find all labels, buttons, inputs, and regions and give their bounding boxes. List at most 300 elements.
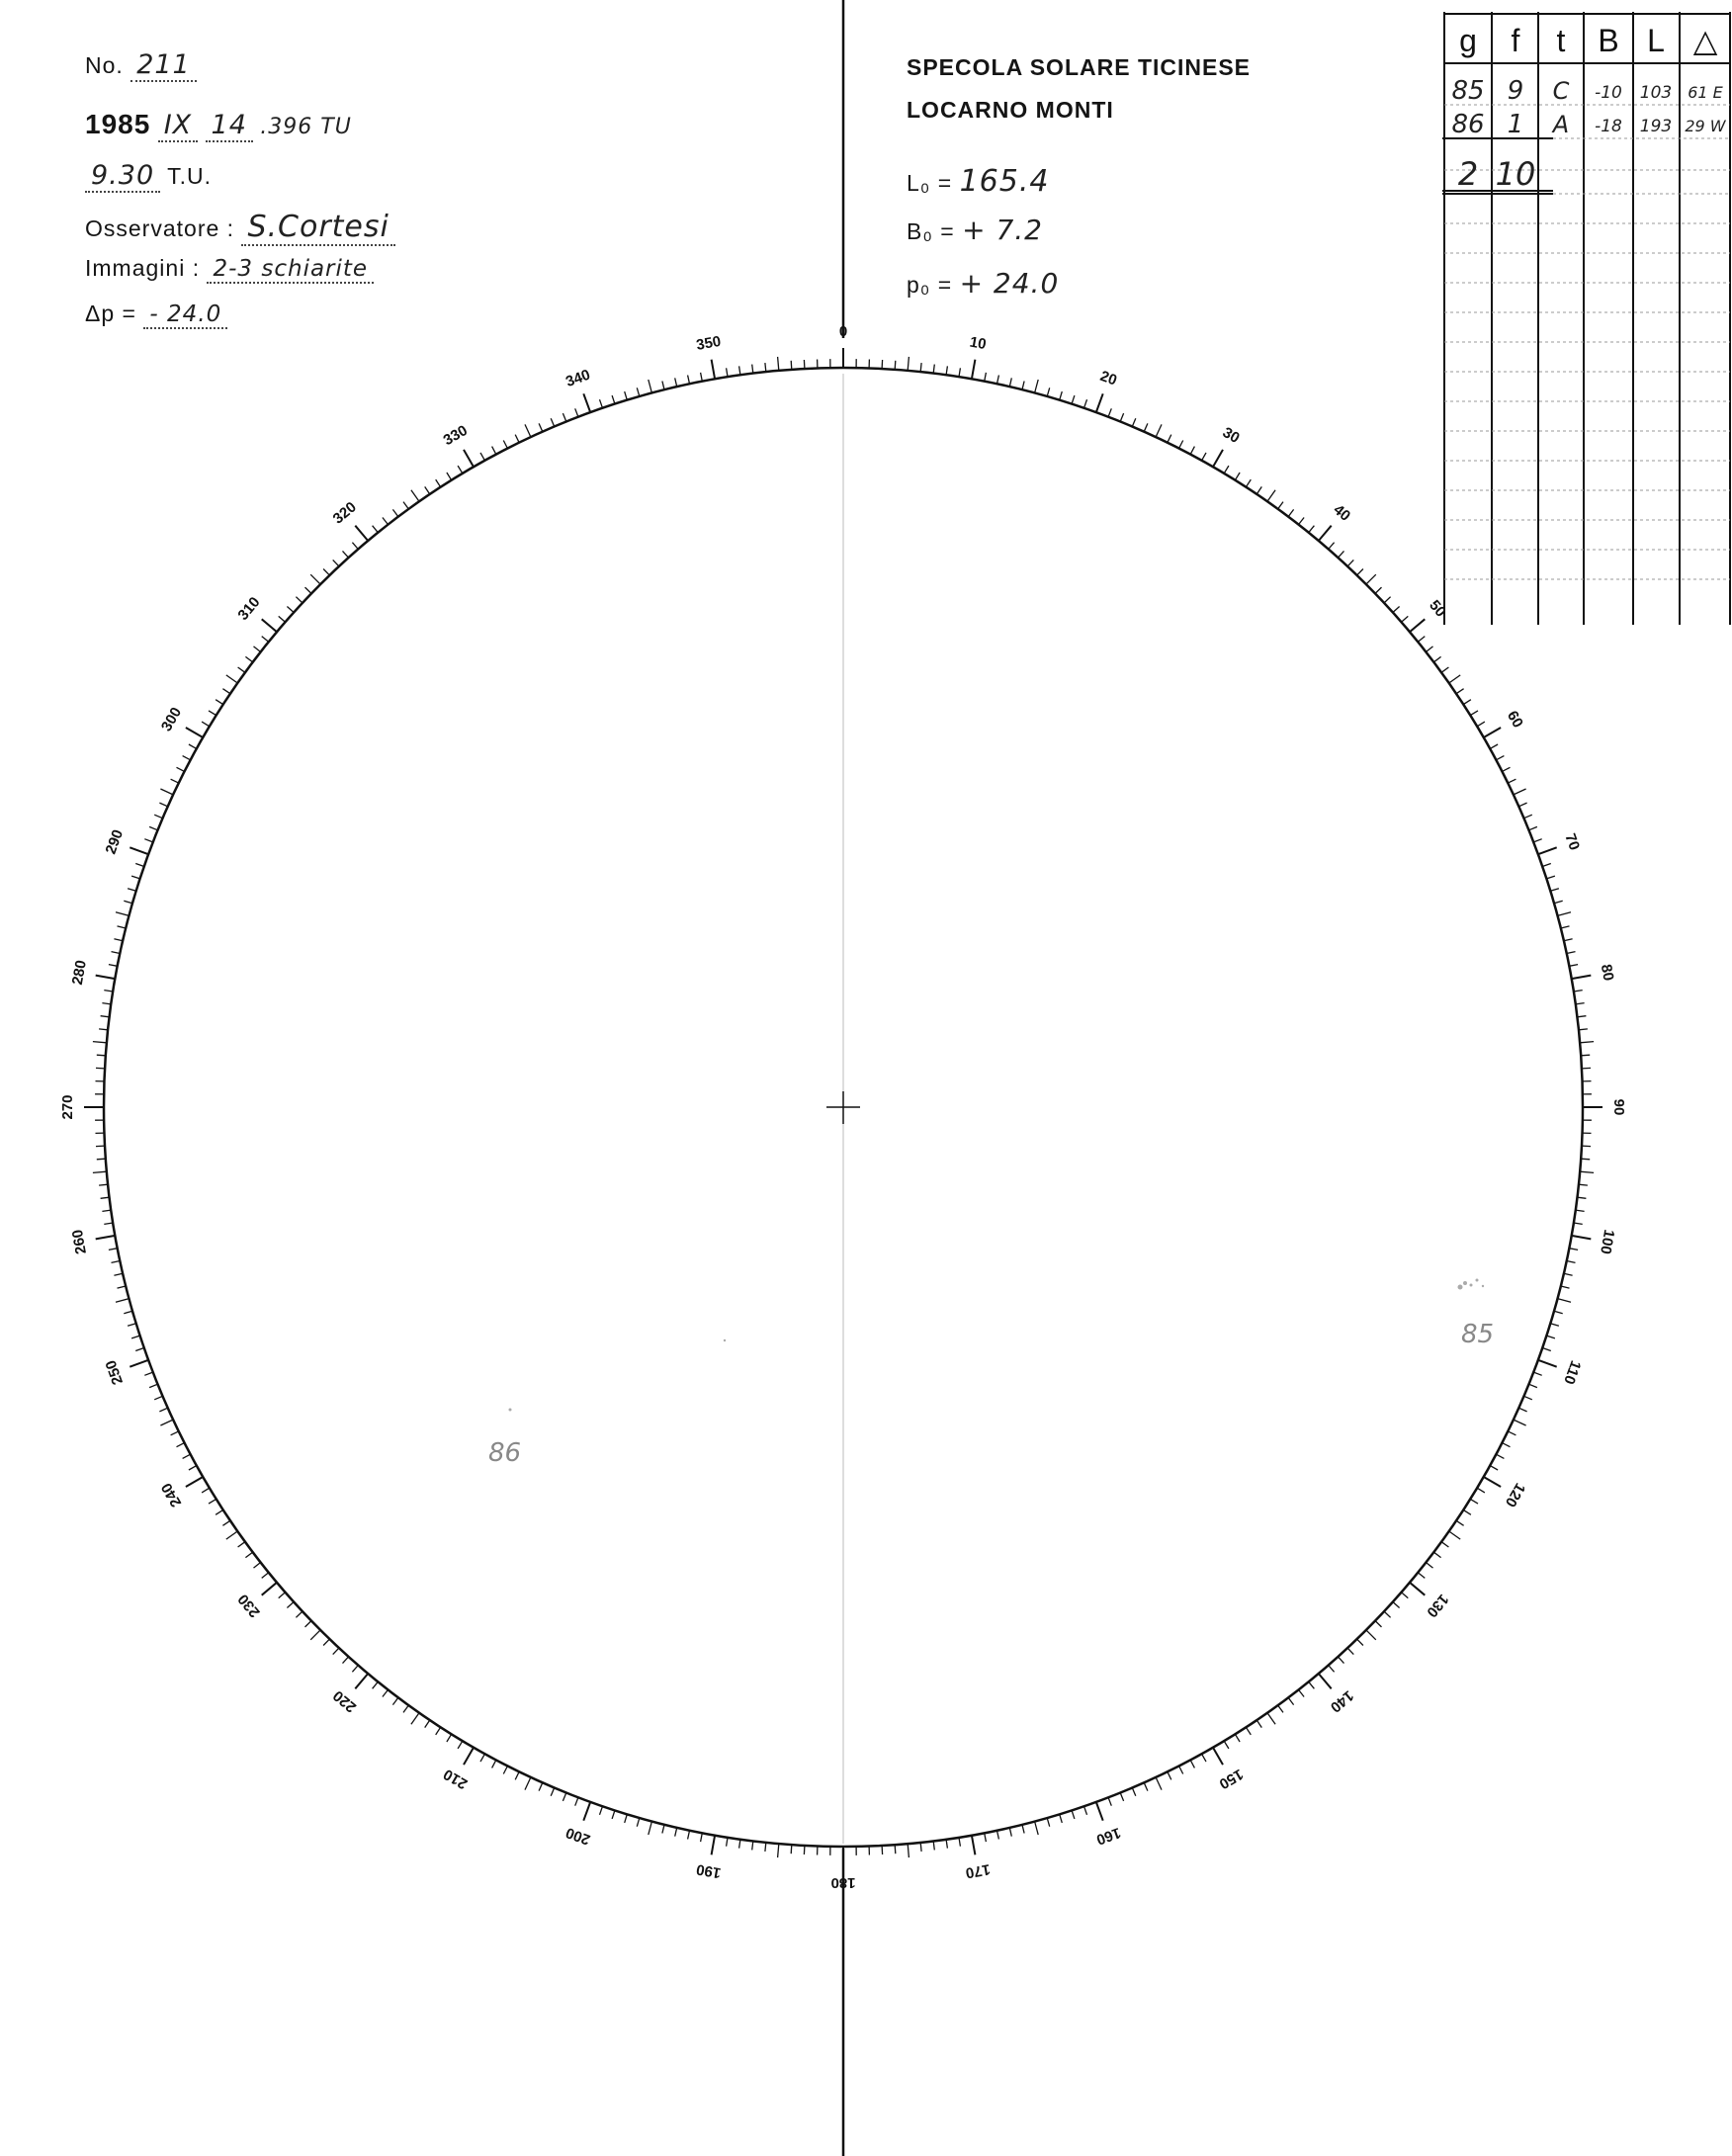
tick-107 (1550, 1324, 1559, 1327)
tick-258 (112, 1261, 121, 1263)
tick-177 (882, 1846, 883, 1854)
tick-149 (1224, 1741, 1229, 1749)
tick-109 (1542, 1348, 1551, 1351)
row2-t: A (1552, 111, 1570, 138)
observer-value: S.Cortesi (241, 210, 394, 246)
tick-155 (1156, 1777, 1162, 1790)
L0-label: L₀ = (907, 170, 953, 196)
tick-236 (222, 1520, 230, 1525)
tick-36 (1278, 502, 1283, 509)
tick-37 (1288, 509, 1293, 516)
tick-123 (1463, 1509, 1471, 1514)
table-header-g: g (1459, 23, 1477, 58)
tick-264 (99, 1184, 108, 1185)
tick-300 (186, 728, 203, 737)
tick-216 (403, 1705, 408, 1712)
tick-86 (1581, 1055, 1590, 1056)
tick-162 (1072, 1810, 1075, 1819)
tick-189 (727, 1838, 728, 1847)
tick-318 (343, 551, 349, 558)
row2-delta: 29 W (1685, 117, 1726, 135)
tick-350 (712, 360, 716, 380)
tick-61 (1490, 744, 1498, 748)
tick-328 (447, 473, 452, 480)
tick-217 (392, 1697, 397, 1704)
tick-230 (262, 1583, 277, 1595)
tick-336 (539, 423, 543, 431)
tick-78 (1567, 952, 1576, 954)
tick-249 (144, 1372, 152, 1375)
tick-231 (262, 1573, 269, 1579)
tick-310 (262, 619, 277, 632)
tick-276 (99, 1029, 108, 1030)
tick-355 (778, 357, 779, 371)
tick-213 (436, 1727, 441, 1735)
tick-215 (411, 1713, 419, 1725)
tick-95 (1580, 1171, 1594, 1172)
row1-g: 85 (1451, 76, 1485, 106)
tick-214 (425, 1720, 430, 1728)
tick-347 (675, 378, 677, 387)
degree-label-140: 140 (1327, 1686, 1357, 1716)
tick-31 (1224, 466, 1229, 474)
center-cross (826, 1091, 860, 1124)
tick-266 (97, 1159, 106, 1160)
tick-315 (310, 574, 320, 584)
tick-47 (1384, 597, 1391, 603)
tick-183 (804, 1846, 805, 1854)
delta-p-label: Δp = (85, 301, 136, 326)
tick-210 (464, 1748, 474, 1765)
degree-label-0: 0 (838, 322, 848, 340)
tick-195 (649, 1822, 652, 1836)
tick-139 (1329, 1666, 1335, 1673)
degree-label-100: 100 (1597, 1228, 1618, 1255)
tick-27 (1179, 441, 1183, 449)
tick-348 (688, 376, 690, 385)
tick-254 (124, 1311, 132, 1314)
tick-343 (625, 391, 628, 400)
tick-124 (1456, 1520, 1464, 1525)
tick-32 (1235, 473, 1240, 480)
tick-289 (135, 864, 144, 867)
tick-87 (1582, 1068, 1591, 1069)
tick-84 (1579, 1029, 1588, 1030)
tick-55 (1449, 675, 1461, 683)
delta-p-value: - 24.0 (143, 302, 227, 329)
tick-130 (1410, 1583, 1425, 1595)
tick-5 (908, 357, 909, 371)
tick-296 (171, 779, 179, 783)
tick-352 (739, 366, 740, 375)
tick-201 (575, 1797, 578, 1805)
tick-129 (1418, 1573, 1425, 1579)
tick-211 (458, 1741, 463, 1749)
tick-50 (1410, 619, 1425, 632)
tick-292 (149, 826, 157, 829)
degree-label-150: 150 (1216, 1765, 1247, 1793)
degree-label-60: 60 (1503, 708, 1526, 732)
tick-13 (1009, 378, 1011, 387)
tick-103 (1564, 1273, 1573, 1275)
tick-46 (1375, 587, 1381, 593)
spot-85-e (1482, 1285, 1484, 1287)
images-value: 2-3 schiarite (207, 256, 374, 284)
tick-113 (1524, 1396, 1532, 1400)
tick-170 (972, 1836, 976, 1855)
table-header-delta: △ (1692, 23, 1718, 58)
table-header-t: t (1556, 23, 1566, 58)
tick-160 (1096, 1802, 1103, 1821)
tick-206 (515, 1771, 519, 1779)
tick-24 (1144, 423, 1148, 431)
tick-121 (1477, 1488, 1485, 1493)
tick-277 (101, 1016, 110, 1017)
tick-144 (1278, 1705, 1283, 1712)
tick-237 (216, 1509, 223, 1514)
tick-34 (1256, 486, 1261, 494)
tick-298 (183, 756, 191, 760)
tick-187 (752, 1841, 753, 1850)
tick-208 (492, 1760, 496, 1768)
tick-44 (1357, 569, 1363, 575)
tick-173 (933, 1841, 934, 1850)
tick-93 (1582, 1146, 1591, 1147)
tick-60 (1484, 728, 1501, 737)
tick-356 (791, 361, 792, 370)
tick-345 (649, 380, 652, 393)
tick-263 (101, 1197, 110, 1198)
tick-251 (135, 1348, 144, 1351)
sheet-number-label: No. (85, 52, 124, 78)
sheet-number-value: 211 (130, 49, 197, 82)
faint-mark (724, 1339, 726, 1341)
p0-value: + 24.0 (959, 267, 1060, 300)
tick-316 (323, 569, 329, 575)
tick-64 (1508, 779, 1516, 783)
tick-74 (1554, 901, 1563, 904)
tick-341 (600, 399, 603, 408)
tick-255 (116, 1299, 130, 1303)
tick-167 (1009, 1828, 1011, 1837)
tick-52 (1426, 647, 1432, 652)
tick-174 (920, 1843, 921, 1852)
tick-158 (1120, 1793, 1123, 1801)
tick-40 (1319, 526, 1332, 541)
tick-120 (1484, 1477, 1501, 1487)
tick-119 (1490, 1466, 1498, 1470)
tick-294 (159, 803, 167, 807)
tick-252 (131, 1336, 140, 1338)
tick-48 (1393, 607, 1400, 613)
tick-16 (1047, 388, 1050, 396)
tick-35 (1267, 490, 1275, 502)
tick-297 (177, 767, 185, 771)
tick-218 (383, 1689, 389, 1696)
tick-335 (525, 424, 531, 437)
institution-line1: SPECOLA SOLARE TICINESE (907, 54, 1252, 80)
tick-164 (1047, 1818, 1050, 1827)
tick-197 (625, 1814, 628, 1823)
tick-75 (1558, 912, 1572, 916)
tick-58 (1470, 711, 1478, 716)
tick-340 (583, 393, 590, 412)
tick-321 (373, 526, 379, 533)
tick-184 (791, 1845, 792, 1854)
tick-8 (946, 366, 947, 375)
tick-71 (1542, 864, 1551, 867)
degree-label-30: 30 (1219, 424, 1243, 448)
tick-198 (612, 1810, 615, 1819)
tick-349 (701, 373, 703, 382)
tick-41 (1329, 543, 1335, 550)
tick-209 (480, 1754, 484, 1762)
spot-86 (509, 1409, 512, 1412)
tick-200 (583, 1802, 590, 1821)
degree-label-240: 240 (157, 1480, 186, 1510)
tick-169 (985, 1833, 987, 1842)
tick-329 (458, 466, 463, 474)
tick-105 (1558, 1299, 1572, 1303)
tick-239 (202, 1488, 210, 1493)
tick-235 (226, 1531, 238, 1539)
tick-12 (997, 376, 999, 385)
tick-154 (1168, 1771, 1171, 1779)
tick-319 (352, 543, 358, 550)
tick-190 (712, 1836, 716, 1855)
tick-137 (1347, 1648, 1353, 1655)
tick-278 (102, 1003, 111, 1004)
tick-286 (124, 901, 132, 904)
tick-243 (177, 1443, 185, 1447)
tick-63 (1503, 767, 1511, 771)
tick-49 (1402, 616, 1409, 622)
tick-228 (287, 1602, 294, 1608)
tick-223 (333, 1648, 339, 1655)
tick-344 (637, 388, 640, 396)
tick-192 (688, 1831, 690, 1840)
images-label: Immagini : (85, 255, 201, 281)
tick-122 (1470, 1499, 1478, 1504)
tick-265 (93, 1171, 107, 1172)
tick-281 (109, 965, 118, 967)
tick-273 (96, 1068, 105, 1069)
tick-291 (144, 839, 152, 842)
tick-112 (1529, 1384, 1537, 1387)
tick-138 (1339, 1657, 1344, 1664)
degree-label-70: 70 (1561, 830, 1584, 853)
tick-172 (946, 1840, 947, 1849)
tick-194 (662, 1825, 664, 1834)
tick-85 (1580, 1042, 1594, 1043)
tick-332 (492, 447, 496, 455)
tick-250 (130, 1360, 148, 1367)
tick-279 (104, 991, 113, 992)
tick-108 (1546, 1336, 1555, 1338)
tick-136 (1357, 1639, 1363, 1645)
B0-label: B₀ = (907, 218, 955, 244)
tick-224 (323, 1639, 329, 1645)
tick-314 (305, 587, 311, 593)
date-fraction: .396 TU (260, 115, 352, 139)
tick-240 (186, 1477, 203, 1487)
tick-256 (118, 1286, 127, 1288)
tick-134 (1375, 1621, 1381, 1627)
tick-327 (436, 479, 441, 487)
tick-29 (1202, 453, 1206, 461)
tick-33 (1246, 479, 1251, 487)
tick-185 (778, 1844, 779, 1857)
spot-85-b (1463, 1281, 1467, 1285)
degree-label-40: 40 (1330, 501, 1354, 525)
tick-285 (116, 912, 130, 916)
tick-227 (296, 1611, 303, 1617)
tick-317 (333, 560, 339, 566)
tick-202 (563, 1793, 565, 1801)
tick-97 (1577, 1197, 1586, 1198)
tick-54 (1441, 667, 1448, 672)
tick-221 (352, 1666, 358, 1673)
tick-51 (1418, 637, 1425, 643)
p0-label: p₀ = (907, 272, 953, 298)
tick-140 (1319, 1674, 1332, 1688)
date-day: 14 (206, 110, 253, 142)
degree-label-340: 340 (563, 366, 593, 391)
degree-label-110: 110 (1560, 1358, 1585, 1387)
tick-73 (1550, 889, 1559, 892)
tick-42 (1339, 551, 1344, 558)
tick-17 (1060, 391, 1063, 400)
degree-label-250: 250 (102, 1357, 128, 1387)
tick-39 (1309, 526, 1315, 533)
tick-118 (1496, 1454, 1504, 1458)
tick-290 (130, 847, 148, 854)
tick-288 (131, 876, 140, 879)
tick-62 (1496, 756, 1504, 760)
tick-157 (1132, 1788, 1136, 1796)
tick-22 (1120, 413, 1123, 421)
tick-80 (1572, 976, 1592, 980)
tick-299 (189, 744, 197, 748)
tick-101 (1569, 1249, 1578, 1250)
time-unit: T.U. (167, 163, 212, 189)
tick-125 (1449, 1531, 1461, 1539)
tick-68 (1529, 826, 1537, 829)
tick-204 (539, 1782, 543, 1790)
degree-label-90: 90 (1610, 1098, 1628, 1116)
tick-100 (1572, 1236, 1592, 1240)
tick-106 (1554, 1311, 1563, 1314)
tick-148 (1235, 1734, 1240, 1742)
tick-69 (1533, 839, 1541, 842)
row2-L: 193 (1639, 117, 1673, 136)
tick-311 (279, 616, 286, 622)
row2-g: 86 (1451, 110, 1485, 139)
spot-markers (509, 1279, 1485, 1412)
tick-342 (612, 395, 615, 404)
tick-23 (1132, 418, 1136, 426)
tick-306 (238, 667, 245, 672)
tick-301 (202, 722, 210, 727)
degree-label-10: 10 (968, 333, 988, 354)
tick-275 (93, 1042, 107, 1043)
tick-203 (551, 1788, 555, 1796)
tick-135 (1366, 1630, 1376, 1640)
tick-126 (1441, 1542, 1448, 1547)
row1-delta: 61 E (1688, 83, 1723, 102)
tick-7 (933, 365, 934, 374)
tick-156 (1144, 1782, 1148, 1790)
tick-159 (1108, 1797, 1111, 1805)
spot-85-c (1470, 1284, 1473, 1287)
tick-233 (245, 1552, 252, 1557)
tick-186 (765, 1843, 766, 1852)
tick-282 (112, 952, 121, 954)
degree-label-80: 80 (1597, 963, 1617, 983)
tick-143 (1288, 1697, 1293, 1704)
tick-259 (109, 1249, 118, 1250)
tick-284 (118, 926, 127, 928)
degree-label-210: 210 (440, 1765, 471, 1793)
tick-15 (1035, 380, 1039, 393)
tick-70 (1538, 847, 1557, 854)
tick-312 (287, 607, 294, 613)
tick-26 (1168, 435, 1171, 443)
table-header-f: f (1511, 23, 1520, 58)
tick-330 (464, 450, 474, 467)
tick-188 (739, 1840, 740, 1849)
tick-11 (985, 373, 987, 382)
tick-287 (128, 889, 136, 892)
tick-191 (701, 1833, 703, 1842)
tick-333 (503, 441, 507, 449)
tick-150 (1213, 1748, 1223, 1765)
institution-line2: LOCARNO MONTI (907, 97, 1114, 123)
degree-label-260: 260 (68, 1228, 90, 1255)
tick-127 (1433, 1552, 1440, 1557)
tick-142 (1299, 1689, 1305, 1696)
tick-147 (1246, 1727, 1251, 1735)
tick-331 (480, 453, 484, 461)
time-value: 9.30 (85, 160, 160, 193)
tick-65 (1514, 789, 1526, 795)
tick-175 (908, 1844, 909, 1857)
row2-B: -18 (1595, 117, 1622, 136)
tick-320 (355, 526, 368, 541)
tick-14 (1022, 382, 1024, 390)
degree-label-300: 300 (157, 704, 186, 734)
tick-57 (1463, 700, 1471, 705)
tick-117 (1503, 1443, 1511, 1447)
degree-label-230: 230 (234, 1591, 264, 1621)
total-groups: 2 (1457, 155, 1479, 193)
tick-309 (262, 637, 269, 643)
tick-253 (128, 1324, 136, 1327)
tick-116 (1508, 1431, 1516, 1435)
tick-324 (403, 502, 408, 509)
B0-value: + 7.2 (962, 214, 1043, 246)
tick-79 (1569, 965, 1578, 967)
degree-label-190: 190 (695, 1860, 723, 1882)
tick-280 (96, 976, 116, 980)
tick-304 (222, 689, 230, 694)
tick-98 (1576, 1210, 1585, 1211)
tick-308 (254, 647, 261, 652)
tick-323 (392, 509, 397, 516)
L0-value: 165.4 (959, 164, 1050, 199)
tick-229 (279, 1593, 286, 1598)
tick-357 (804, 360, 805, 369)
